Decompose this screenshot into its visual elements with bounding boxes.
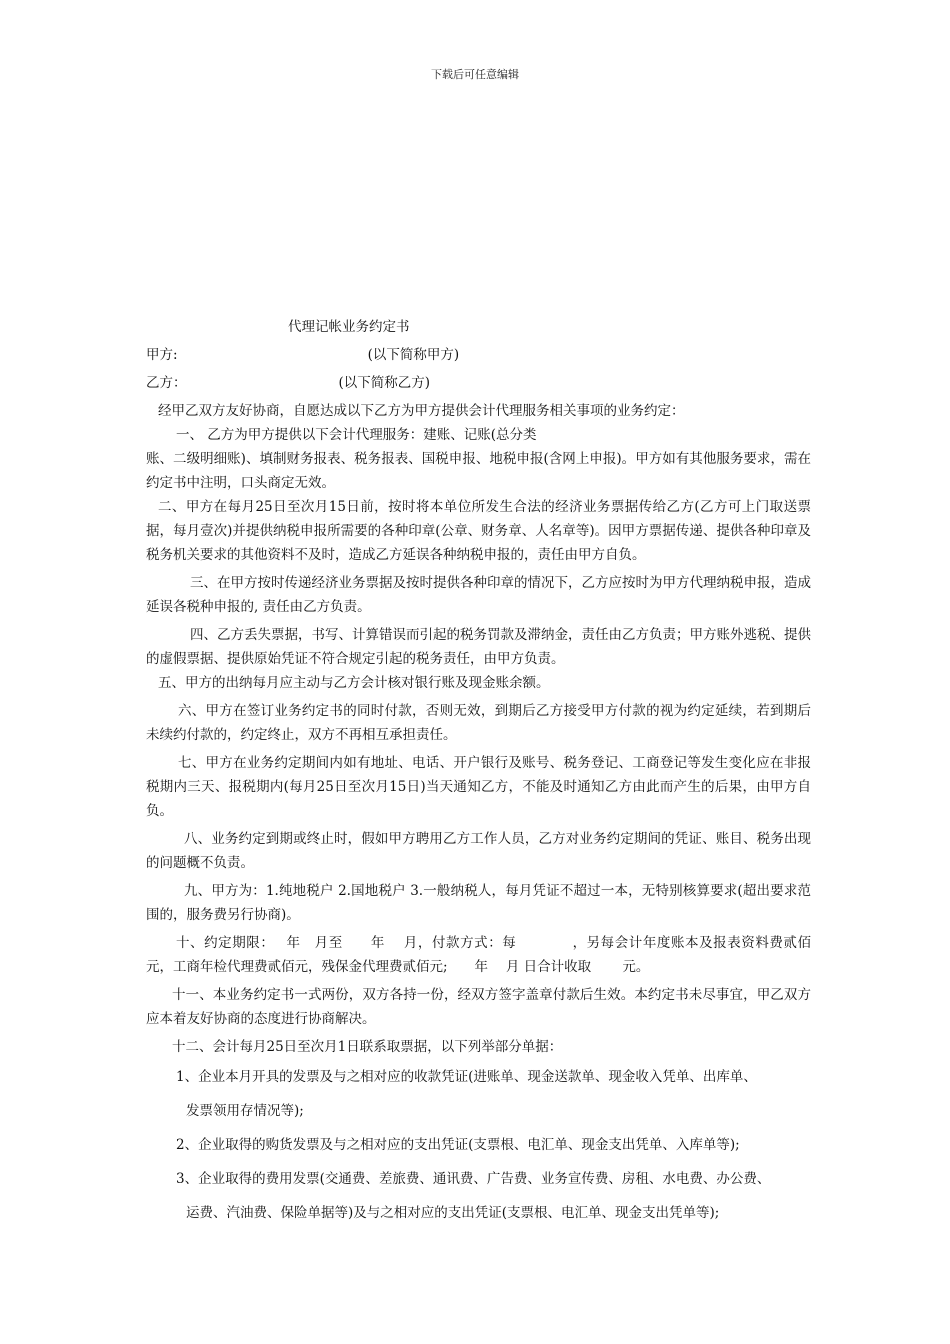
clause-4: 四、乙方丢失票据，书写、计算错误而引起的税务罚款及滞纳金，责任由乙方负责；甲方账外逃税、提供的虚假票据、提供原始凭证不符合规定引起的税务责任，由甲方负责。 [146,627,811,667]
clause-11: 十一、本业务约定书一式两份，双方各持一份，经双方签字盖章付款后生效。本约定书未尽事宜，甲乙双方应本着友好协商的态度进行协商解决。 [146,987,811,1027]
clause-3: 三、在甲方按时传递经济业务票据及按时提供各种印章的情况下，乙方应按时为甲方代理纳税申报，造成延误各税种申报的, 责任由乙方负责。 [146,575,811,615]
document-list [146,1065,811,1225]
clause-9: 九、甲方为：1.纯地税户 2.国地税户 3.一般纳税人，每月凭证不超过一本，无特别核算要求(超出要求范围的，服务费另行协商)。 [146,883,811,923]
list-item-2: 2、企业取得的购货发票及与之相对应的支出凭证(支票根、电汇单、现金支出凭单、入库单等); [176,1137,740,1153]
clause-12: 十二、会计每月25日至次月1日联系取票据，以下列举部分单据： [172,1039,563,1055]
list-item-3-cont: 运费、汽油费、保险单据等)及与之相对应的支出凭证(支票根、电汇单、现金支出凭单等); [186,1205,720,1221]
document-title: 代理记帐业务约定书 [288,319,410,335]
party-a-line [146,343,811,367]
party-a-label: 甲方: [146,347,178,363]
page-header: 下载后可任意编辑 [431,68,519,81]
clause-1: 一、 乙方为甲方提供以下会计代理服务：建账、记账(总分类 [176,427,537,443]
clause-10: 十、约定期限： 年 月至 年 月，付款方式：每 ，另每会计年度账本及报表资料费贰佰元，工商年检代理费贰佰元，残保金代理费贰佰元; 年 月 日合计收取 元。 [146,935,811,975]
party-a-note: (以下简称甲方) [367,347,460,363]
list-item-1: 1、企业本月开具的发票及与之相对应的收款凭证(进账单、现金送款单、现金收入凭单、出库单、 [176,1069,757,1085]
intro-paragraph: 经甲乙双方友好协商，自愿达成以下乙方为甲方提供会计代理服务相关事项的业务约定： [158,403,685,419]
party-b-line [146,371,811,395]
document-body [146,343,811,1225]
clause-7: 七、甲方在业务约定期间内如有地址、电话、开户银行及账号、税务登记、工商登记等发生变化应在非报税期内三天、报税期内(每月25日至次月15日)当天通知乙方，不能及时通知乙方由此而产生的后果，由甲方自负。 [146,755,811,819]
clause-2: 二、甲方在每月25日至次月15日前，按时将本单位所发生合法的经济业务票据传给乙方(乙方可上门取送票据，每月壹次)并提供纳税申报所需要的各种印章(公章、财务章、人名章等)。因甲方票据传递、提供各种印章及税务机关要求的其他资料不及时，造成乙方延误各种纳税申报的，责任由甲方自负。 [146,499,811,563]
list-item-3: 3、企业取得的费用发票(交通费、差旅费、通讯费、广告费、业务宣传费、房租、水电费、办公费、 [176,1171,771,1187]
clause-6: 六、甲方在签订业务约定书的同时付款，否则无效，到期后乙方接受甲方付款的视为约定延续，若到期后未续约付款的，约定终止，双方不再相互承担责任。 [146,703,811,743]
clause-8: 八、业务约定到期或终止时，假如甲方聘用乙方工作人员，乙方对业务约定期间的凭证、账目、税务出现的问题概不负责。 [146,831,811,871]
clause-1-cont: 账、二级明细账)、填制财务报表、税务报表、国税申报、地税申报(含网上申报)。甲方如有其他服务要求，需在约定书中注明，口头商定无效。 [146,451,811,491]
list-item-1-cont: 发票领用存情况等); [186,1103,304,1119]
party-b-label: 乙方： [146,375,187,391]
party-b-note: (以下简称乙方) [338,375,431,391]
clause-5: 五、甲方的出纳每月应主动与乙方会计核对银行账及现金账余额。 [158,675,550,691]
